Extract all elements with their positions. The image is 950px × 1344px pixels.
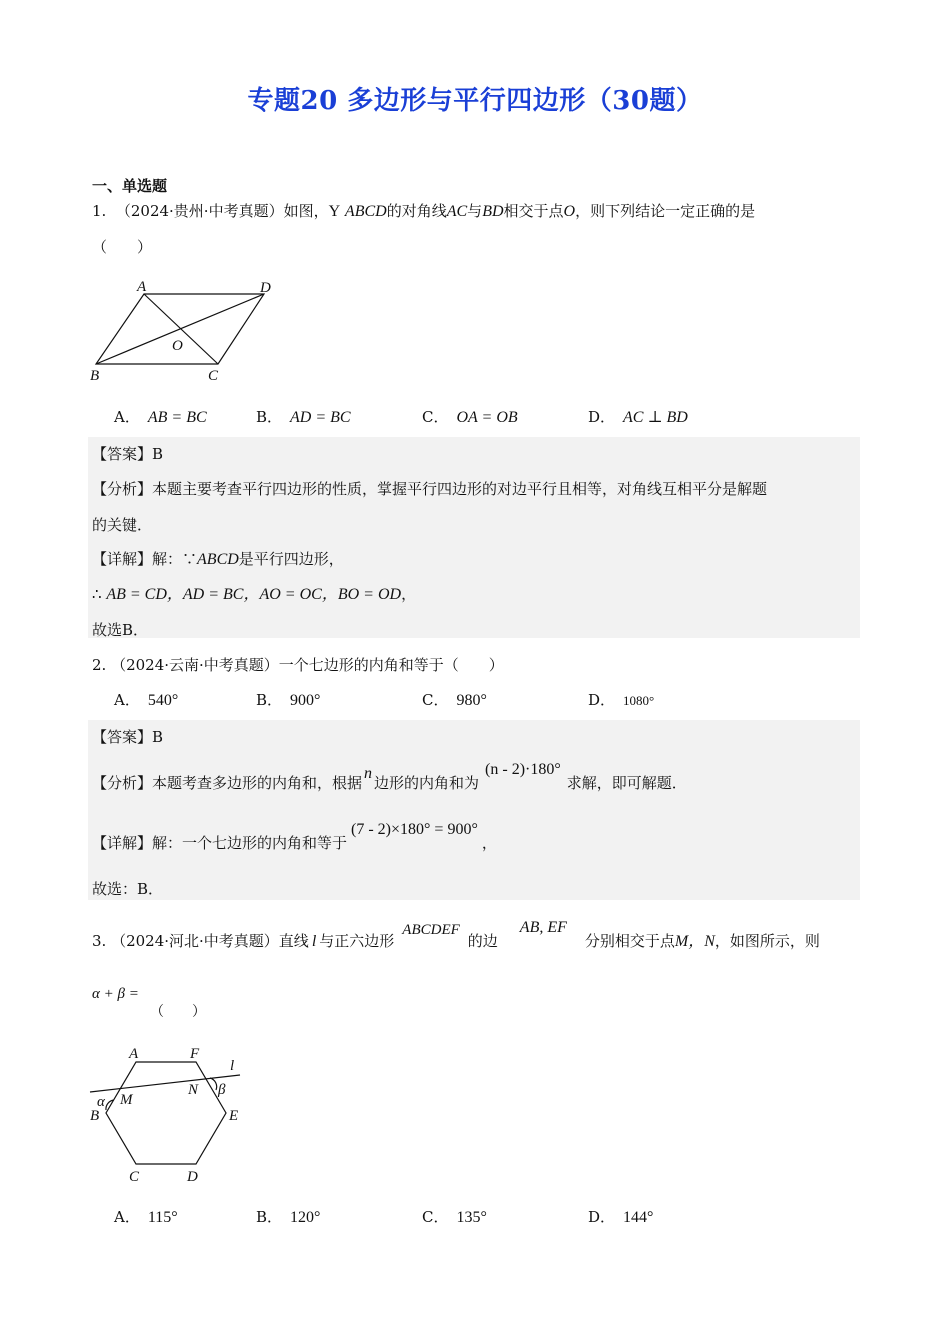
line-label-l: l — [230, 1058, 235, 1074]
option-d[interactable] — [588, 406, 688, 427]
hexagon-shape — [106, 1062, 226, 1164]
answer-paren: （ ） — [92, 238, 153, 256]
question-source: （2024·贵州·中考真题）如图， — [115, 202, 329, 220]
option-d[interactable] — [588, 689, 654, 710]
analysis-line-2: 的关键． — [92, 516, 153, 534]
math-l: l — [311, 933, 317, 950]
equations: AB = CD，AD = BC，AO = OC，BO = OD — [106, 586, 402, 603]
detail-text: 【详解】解：一个七边形的内角和等于 — [92, 834, 348, 852]
question-1-stem — [92, 200, 755, 221]
option-value: 900° — [290, 692, 321, 709]
equations-line — [92, 581, 416, 604]
option-label: D． — [588, 408, 616, 426]
option-c[interactable] — [422, 1206, 487, 1227]
option-label: B． — [256, 691, 283, 709]
stem-text: 分别相交于点 — [584, 932, 675, 950]
point-label-o: O — [172, 338, 183, 354]
point-label-c: C — [208, 368, 219, 384]
math-mn: M，N — [674, 933, 715, 950]
math-abcd: ABCD — [197, 551, 239, 568]
answer-box-1 — [88, 437, 860, 638]
stem-text: 与 — [467, 202, 483, 220]
option-c[interactable] — [422, 406, 518, 427]
therefore-symbol: ∴ — [92, 585, 102, 603]
option-value: OA = OB — [456, 409, 518, 426]
stem-text: （2024·河北·中考真题）直线 — [111, 932, 309, 950]
option-a[interactable] — [114, 689, 178, 710]
point-label-b: B — [90, 368, 100, 384]
option-label: A． — [114, 691, 140, 709]
option-a[interactable] — [114, 1206, 178, 1227]
stem-text: ，如图所示，则 — [714, 932, 820, 950]
math-o: O — [563, 203, 576, 220]
option-value: 540° — [147, 692, 179, 709]
math-ac: AC — [446, 203, 468, 220]
detail-text: 是平行四边形， — [238, 550, 344, 568]
question-number: 1. — [92, 202, 107, 220]
option-b[interactable] — [256, 689, 320, 710]
point-label-d: D — [260, 280, 271, 296]
option-label: C． — [422, 691, 449, 709]
option-value: AD = BC — [290, 409, 351, 426]
option-label: C． — [422, 1208, 449, 1226]
point-label-a: A — [129, 1046, 139, 1062]
answer-line: 【答案】B — [92, 728, 164, 746]
option-label: D． — [588, 1208, 616, 1226]
angle-label-beta: β — [218, 1082, 226, 1098]
option-value: 115° — [147, 1209, 178, 1226]
analysis-text: 【分析】本题考查多边形的内角和，根据 — [92, 774, 363, 792]
page-title: 专题20 多边形与平行四边形（30题） — [247, 86, 703, 116]
question-3-stem — [92, 919, 820, 951]
question-number: 2. — [92, 656, 107, 674]
math-abcd: ABCD — [344, 203, 387, 220]
analysis-text: 边形的内角和为 — [374, 774, 480, 792]
stem-text: 相交于点 — [503, 202, 564, 220]
option-label: A． — [114, 1208, 140, 1226]
question-number: 3. — [92, 932, 107, 950]
option-value: 1080° — [623, 693, 655, 708]
point-label-e: E — [229, 1108, 239, 1124]
analysis-text: 求解，即可解题． — [566, 774, 687, 792]
parallelogram-symbol: Y — [328, 203, 341, 220]
math-bd: BD — [482, 203, 504, 220]
stem-text: 的边 — [467, 932, 498, 950]
option-b[interactable] — [256, 406, 351, 427]
point-label-m: M — [120, 1092, 133, 1108]
detail-end: ， — [481, 834, 497, 852]
option-value: 980° — [456, 692, 487, 709]
formula: (7 - 2)×180° = 900° — [351, 821, 478, 838]
point-label-n: N — [188, 1082, 199, 1098]
point-label-f: F — [190, 1046, 200, 1062]
option-label: C． — [422, 408, 449, 426]
math-hexagon: ABCDEF — [402, 922, 460, 938]
point-label-b: B — [90, 1108, 100, 1124]
option-value: 120° — [290, 1209, 321, 1226]
stem-text: 的对角线 — [386, 202, 447, 220]
math-n: n — [364, 765, 373, 782]
option-label: B． — [256, 408, 283, 426]
option-a[interactable] — [114, 406, 207, 427]
detail-text: 【详解】解：∵ — [92, 550, 198, 568]
question-text: （2024·云南·中考真题）一个七边形的内角和等于（ ） — [111, 656, 504, 674]
option-value: 135° — [456, 1209, 487, 1226]
point-label-d: D — [187, 1169, 198, 1185]
section-heading: 一、单选题 — [92, 177, 168, 195]
point-label-a: A — [137, 279, 147, 295]
option-label: D． — [588, 691, 616, 709]
option-value: 144° — [623, 1209, 654, 1226]
answer-box-2 — [88, 720, 860, 900]
option-value: AB = BC — [147, 409, 207, 426]
hexagon-figure — [84, 1040, 254, 1186]
option-value: AC ⊥ BD — [623, 409, 688, 426]
conclusion-line: 故选：B． — [92, 880, 164, 898]
detail-line — [92, 548, 344, 569]
formula: (n - 2)·180° — [485, 761, 561, 778]
stem-text: ，则下列结论一定正确的是 — [575, 202, 756, 220]
analysis-line: 【分析】本题主要考查平行四边形的性质，掌握平行四边形的对边平行且相等，对角线互相平分是解题 — [92, 480, 768, 498]
math-expression: α + β = — [92, 986, 139, 1002]
answer-paren: （ ） — [150, 1004, 206, 1020]
option-c[interactable] — [422, 689, 487, 710]
math-sides: AB, EF — [519, 919, 567, 936]
point-label-c: C — [129, 1169, 140, 1185]
answer-line: 【答案】B — [92, 445, 164, 463]
parallelogram-figure — [86, 276, 286, 386]
detail-line — [92, 821, 497, 853]
option-d[interactable] — [588, 1206, 653, 1227]
analysis-line — [92, 761, 687, 793]
equations-end: ， — [401, 585, 417, 603]
option-label: A． — [114, 408, 140, 426]
stem-text: 与正六边形 — [319, 932, 395, 950]
question-2-stem — [92, 654, 504, 675]
option-label: B． — [256, 1208, 283, 1226]
angle-label-alpha: α — [97, 1094, 105, 1110]
conclusion-line: 故选B． — [92, 621, 149, 639]
option-b[interactable] — [256, 1206, 320, 1227]
